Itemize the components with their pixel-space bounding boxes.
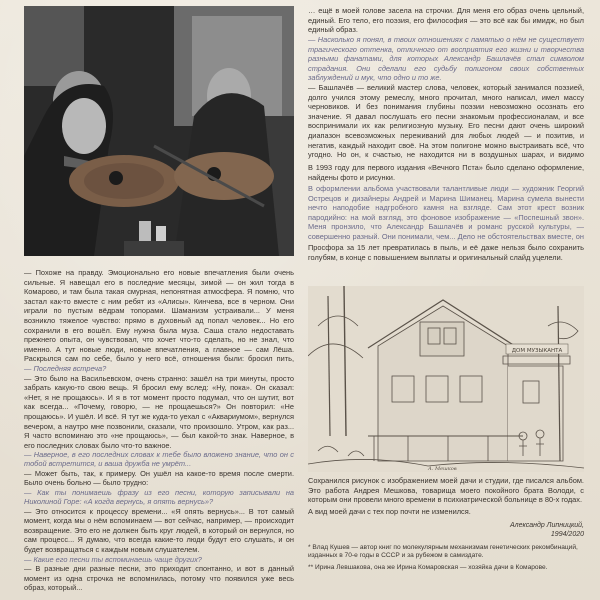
right-paragraph-2: — Башлачёв — великий мастер слова, человек, который занимался поэзией, долго учился этому ремеслу, много прочитал, много написал, имел массу черновиков. И без понимания глубины поэзии невозможно осознать его значение. Я давал послушать его песни знакомым профессионалам, и все воспринимали их как религиозную музыку. Его песни дают очень широкий диапазон всевозможных переживаний для любых людей — и позитив, и негатив, каждый находит своё. На этом полигоне можно выстраивать всё, что угодно. Но он, к счастью, не находится ни в воздушных шарах, и видимо [308, 83, 584, 159]
dacha-sketch-drawing [308, 286, 584, 472]
sketch-caption-2: А вид моей дачи с тех пор почти не изменился. [308, 507, 471, 516]
right-text-column [308, 6, 584, 262]
left-question-3: — Как ты понимаешь фразу из его песни, которую записывали на Николиной Горе: «А когда вернусь, я опять вернусь»? [24, 487, 294, 507]
footnote-2: ** Ирина Левшакова, она же Ирина Комаровская — хозяйка дачи в Комарове. [308, 564, 548, 572]
left-text-column [24, 268, 294, 593]
sketch-illustration [308, 286, 584, 472]
left-question-4: — Какие его песни ты вспоминаешь чаще других? [24, 554, 202, 564]
left-question-1: — Последняя встреча? [24, 364, 107, 373]
sketch-caption: Сохранился рисунок с изображением моей дачи и студии, где писался альбом. Это работа Андрея Мешкова, товарища моего покойного брата Володи, с которым они провели много времени в психиатрической больнице в 80-х годах. [308, 476, 584, 505]
two-guitarists-photo [24, 6, 294, 256]
left-paragraph-2: — Это было на Васильевском, очень странно: зашёл на три минуты, просто забрать какую-то свою вещь. Я бросил ему вслед: «Ну, пока». Он сказал: «Нет, я не прощаюсь». И я в тот момент просто подумал, что он шутит, вот как всегда... «Почему, говорю, — не прощаешься?» Он повторил: «Не прощаюсь». И ушёл. И всё. Я тут же куда-то уехал с «Аквариумом», вернулся вечером, а наутро мне позвонили, сказали, что произошло. Утром, как раз... Я часто вспоминаю это «не прощаюсь», — был какой-то знак. Наверное, в его последних словах было что-то важное. [24, 373, 294, 450]
footnote-1: * Влад Кушев — автор книг по молекулярным механизмам генетических рекомбинаций, изданных в 70-е годы в СССР и за рубежом в самиздате. [308, 543, 578, 560]
right-caption-block [308, 476, 584, 573]
left-question-2: — Наверное, в его последних словах к тебе было вложено знание, что он с тобой встретится, и ваша дружба не умрёт... [24, 449, 294, 469]
author-signature-date: 1994/2020 [550, 530, 584, 538]
sketch-author-mark: А. Мешков [428, 466, 457, 472]
left-paragraph-5: — В разные дни разные песни, это приходит спонтанно, и вот в данный момент из одна строчка не вспомнилась, потому что появился уже весь образ, который... [24, 564, 294, 593]
author-signature: Александр Липницкий, [509, 521, 584, 529]
sketch-house-sign: ДОМ МУЗЫКАНТА [511, 348, 563, 354]
right-paragraph-5: Просфора за 15 лет превратилась в пыль, и её даже нельзя было сохранить голубям, в конце с повышением выплаты и оригинальный слайд уцелели. [308, 243, 584, 262]
right-paragraph-1: … ещё в моей голове засела на строчки. Для меня его образ очень цельный, единый. Его тело, его поэзия, его философия — это всё как бы имидж, но был единый образ. [308, 6, 584, 35]
left-paragraph-3: — Может быть, так, к примеру. Он ушёл на какое-то время после смерти. Было очень больно — было трудно: [24, 468, 294, 488]
left-paragraph-4: — Это относится к процессу времени... «Я опять вернусь»... В тот самый момент, когда мы о нём вспоминаем — вот сейчас, например, — происходит возвращение. Это его не должен быть круг людей, в который он вернулся, но сам процесс... Я думаю, что всегда какие-то люди будут его слушать, и он будет возвращаться с каждым новым слушателем. [24, 506, 294, 554]
right-paragraph-4: В оформлении альбома участвовали талантливые люди — художник Георгий Острецов и дизайнеры Андрей и Марина Шиманец. Марина сумела вынести нечто наподобие надгробного камня на взгляде. Сам этот крест возник пародийно: на мой взгляд, это фоновое изображение — «Поспешный звон». Меня пронзило, что Александр Башлачёв и романс русской культуры, — совершенно разный. Они понимали, чем... Дело не обстоятельствах вместе, он [308, 184, 584, 241]
photo-illustration [24, 6, 294, 256]
left-paragraph-1: — Похоже на правду. Эмоционально его новые впечатления были очень сильные. Я навещал его в последние месяцы, зимой — он жил тогда в Комарово, и там была такая смурная, непонятная атмосфера. Я помню, что застал как-то вместе с ним ребят из «Алисы». Кинчева, все в черном. Они играли по пустым вёдрам топорами. Шаманизм устраивали... У меня возникло тяжелое чувство: прямо в духовный ад попал человек... Но его сохранили в его вошёл. Ему нужна была муза. Саша стало недоставать прежнего опыта, он чувствовал, что хочет что-то сделать, но не знал, что именно. А тут новые люди, новые впечатления, а главное — сам Лёша. Раскрылся сам по себе, было у него всё, отношения были: бросил пить, [24, 268, 294, 364]
right-paragraph-3: В 1993 году для первого издания «Вечного Пста» было сделано оформление, найдены фото и рисунки. [308, 163, 584, 182]
right-question-1: — Насколько я понял, в твоих отношениях с памятью о нём не существует трагического оттенка, отличного от восприятия его жизни и творчества разными фанатами, для которых Александр Башлачёв стал символом страдания. Они сделали его судьбу полигоном своих собственных заблуждений и мук, что одно и то же. [308, 35, 584, 83]
